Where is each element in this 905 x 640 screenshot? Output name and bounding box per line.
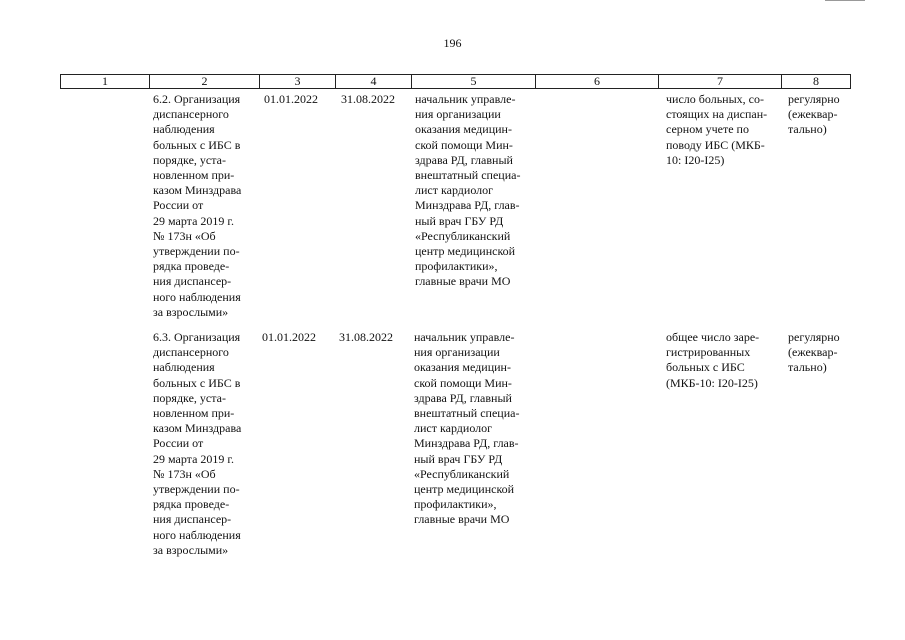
- column-header-6: 6: [536, 75, 659, 89]
- frequency: регулярно (ежеквар- тально): [788, 92, 840, 137]
- column-header-3: 3: [260, 75, 336, 89]
- responsible-persons: начальник управле- ния организации оказания медицин- ской помощи Мин- здрава РД, главный внештатный специа- лист кардиолог Минздрава РД, глав- ный врач ГБУ РД «Республиканский центр медицинской профилактики», главные врачи МО: [415, 92, 521, 289]
- column-header-5: 5: [412, 75, 536, 89]
- responsible-persons: начальник управле- ния организации оказания медицин- ской помощи Мин- здрава РД, главный внештатный специа- лист кардиолог Минздрава РД, глав- ный врач ГБУ РД «Республиканский центр медицинской профилактики», главные врачи МО: [414, 330, 520, 527]
- end-date: 31.08.2022: [341, 92, 395, 106]
- indicator: общее число заре- гистрированных больных с ИБС (МКБ-10: I20-I25): [666, 330, 760, 390]
- start-date: 01.01.2022: [264, 92, 318, 106]
- page-number: 196: [443, 36, 462, 50]
- indicator: число больных, со- стоящих на диспан- серном учете по поводу ИБС (МКБ- 10: I20-I25): [666, 92, 768, 167]
- frequency: регулярно (ежеквар- тально): [788, 330, 840, 375]
- end-date: 31.08.2022: [339, 330, 393, 344]
- header-row: [61, 75, 851, 89]
- measure-description: 6.3. Организация диспансерного наблюдения больных с ИБС в порядке, уста- новленном при- казом Минздрава России от 29 марта 2019 г. № 173н «Об утверждении по- рядка проведе- ния диспансер- ного наблюдения за взрослыми»: [153, 330, 242, 557]
- column-header-7: 7: [659, 75, 782, 89]
- column-header-4: 4: [336, 75, 412, 89]
- measure-description: 6.2. Организация диспансерного наблюдения больных с ИБС в порядке, уста- новленном при- казом Минздрава России от 29 марта 2019 г. № 173н «Об утверждении по- рядка проведе- ния диспансер- ного наблюдения за взрослыми»: [153, 92, 242, 319]
- column-number-header: [60, 74, 851, 89]
- column-header-8: 8: [782, 75, 851, 89]
- column-header-2: 2: [150, 75, 260, 89]
- column-header-1: 1: [61, 75, 150, 89]
- start-date: 01.01.2022: [262, 330, 316, 344]
- scan-edge-mark: [825, 0, 865, 1]
